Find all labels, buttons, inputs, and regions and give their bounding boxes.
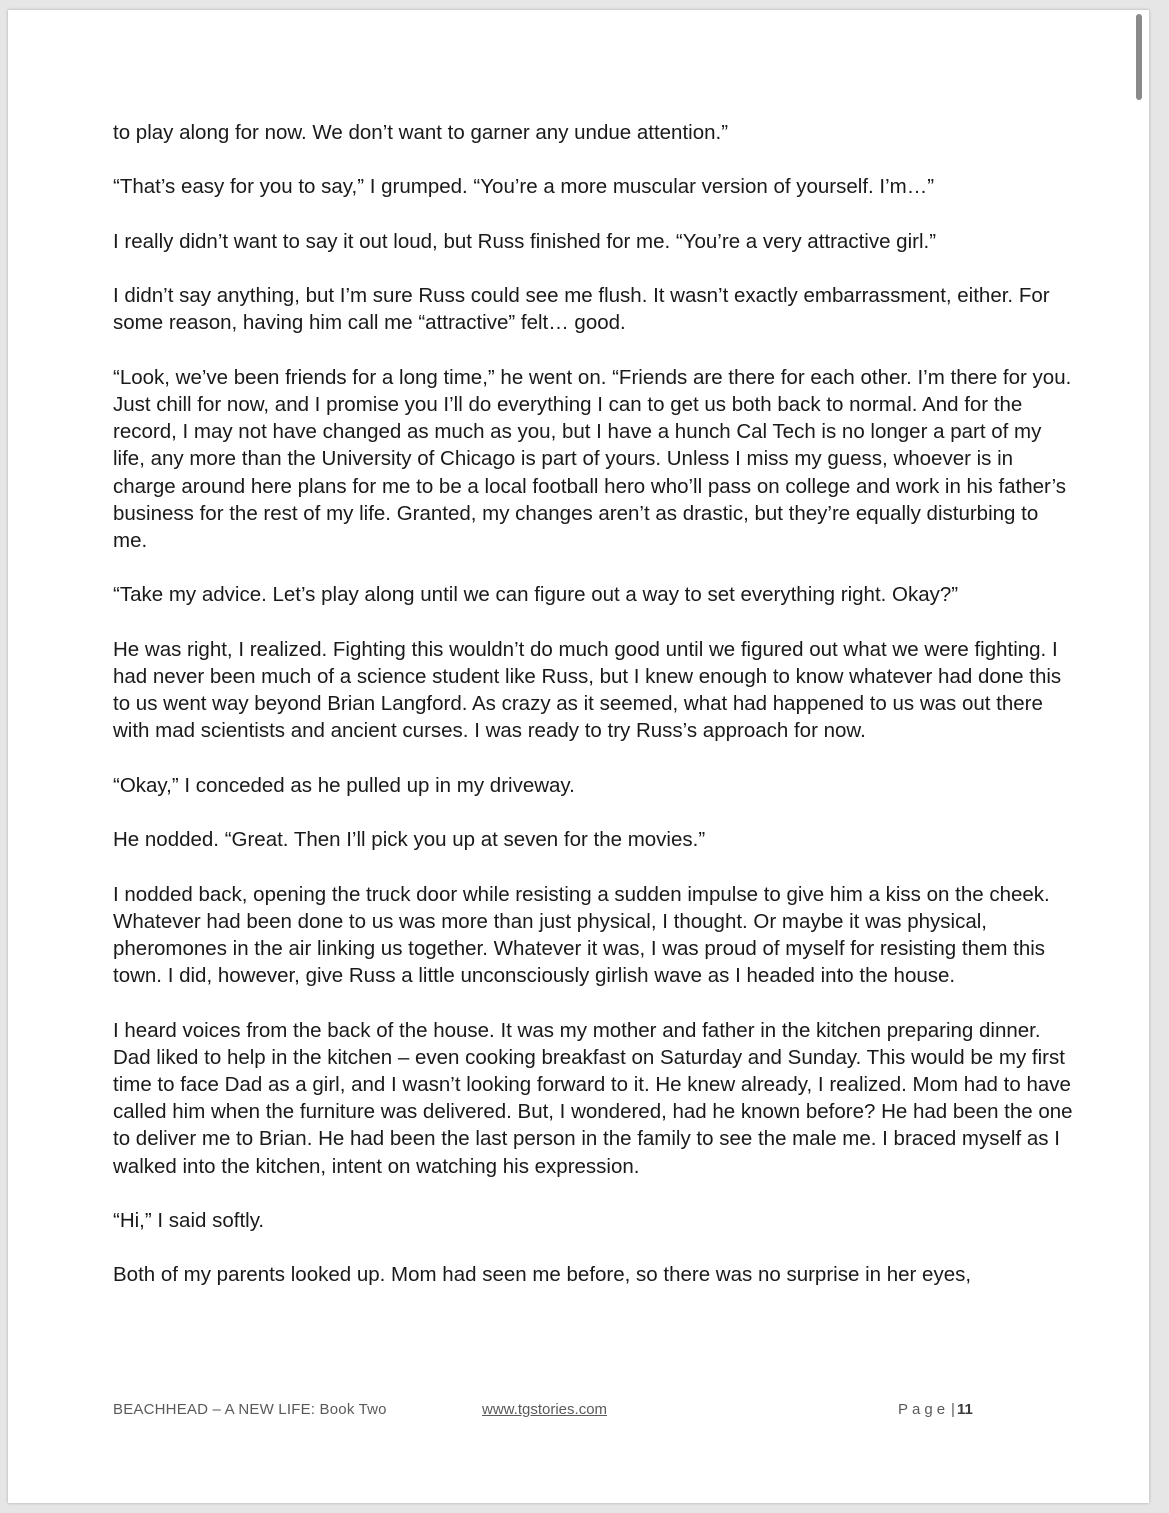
paragraph: “Look, we’ve been friends for a long time,” he went on. “Friends are there for each other. I’m there for you. Just chill for now, and I promise you I’ll do everything I can to get us both back to normal. And for the record, I may not have changed as much as you, but I have a hunch Cal Tech is no longer a part of my life, any more than the University of Chicago is part of yours. Unless I miss my guess, whoever is in charge around here plans for me to be a local football hero who’ll pass on college and work in his father’s business for the rest of my life. Granted, my changes aren’t as drastic, but they’re equally disturbing to me. xyxy=(113,365,1072,552)
page-number: 11 xyxy=(956,1401,973,1418)
paragraph: I didn’t say anything, but I’m sure Russ could see me flush. It wasn’t exactly embarrassment, either. For some reason, having him call me “attractive” felt… good. xyxy=(113,284,1050,335)
paragraph: to play along for now. We don’t want to garner any undue attention.” xyxy=(113,121,729,144)
footer-page-indicator xyxy=(898,1401,973,1418)
paragraph: Both of my parents looked up. Mom had seen me before, so there was no surprise in her eyes, xyxy=(113,1263,972,1287)
paragraph: He was right, I realized. Fighting this wouldn’t do much good until we figured out what we were fighting. I had never been much of a science student like Russ, but I knew enough to know whatever had done this to us went way beyond Brian Langford. As crazy as it seemed, what had happened to us was out there with mad scientists and ancient curses. I was ready to try Russ’s approach for now. xyxy=(113,637,1062,743)
paragraph: “Okay,” I conceded as he pulled up in my driveway. xyxy=(113,773,575,797)
page-separator: | xyxy=(951,1401,955,1418)
page-label: Page xyxy=(898,1401,950,1418)
paragraph: I heard voices from the back of the house. It was my mother and father in the kitchen preparing dinner. Dad liked to help in the kitchen – even cooking breakfast on Saturday and Sunday. This would be my first time to face Dad as a girl, and I wasn’t looking forward to it. He knew already, I realized. Mom had to have called him when the furniture was delivered. But, I wondered, had he known before? He had been the one to deliver me to Brian. He had been the last person in the family to see the male me. I braced myself as I walked into the kitchen, intent on watching his expression. xyxy=(113,1018,1073,1178)
paragraph: He nodded. “Great. Then I’ll pick you up at seven for the movies.” xyxy=(113,828,706,852)
footer-website-link[interactable]: www.tgstories.com xyxy=(482,1401,608,1418)
footer-book-title: BEACHHEAD – A NEW LIFE: Book Two xyxy=(113,1401,387,1418)
scrollbar-thumb[interactable] xyxy=(1136,14,1142,100)
body-text xyxy=(113,119,1073,1316)
paragraph: I nodded back, opening the truck door while resisting a sudden impulse to give him a kiss on the cheek. Whatever had been done to us was more than just physical, I thought. Or maybe it was physical, pheromones in the air linking us together. Whatever it was, I was proud of myself for resisting them this town. I did, however, give Russ a little unconsciously girlish wave as I headed into the house. xyxy=(113,882,1050,988)
paragraph: “Take my advice. Let’s play along until we can figure out a way to set everything right. Okay?” xyxy=(113,583,959,607)
paragraph: I really didn’t want to say it out loud, but Russ finished for me. “You’re a very attractive girl.” xyxy=(113,229,937,253)
paragraph: “Hi,” I said softly. xyxy=(113,1208,265,1232)
paragraph: “That’s easy for you to say,” I grumped. “You’re a more muscular version of yourself. I’m…” xyxy=(113,175,935,199)
page-footer xyxy=(8,1401,1149,1423)
document-page xyxy=(8,10,1149,1503)
